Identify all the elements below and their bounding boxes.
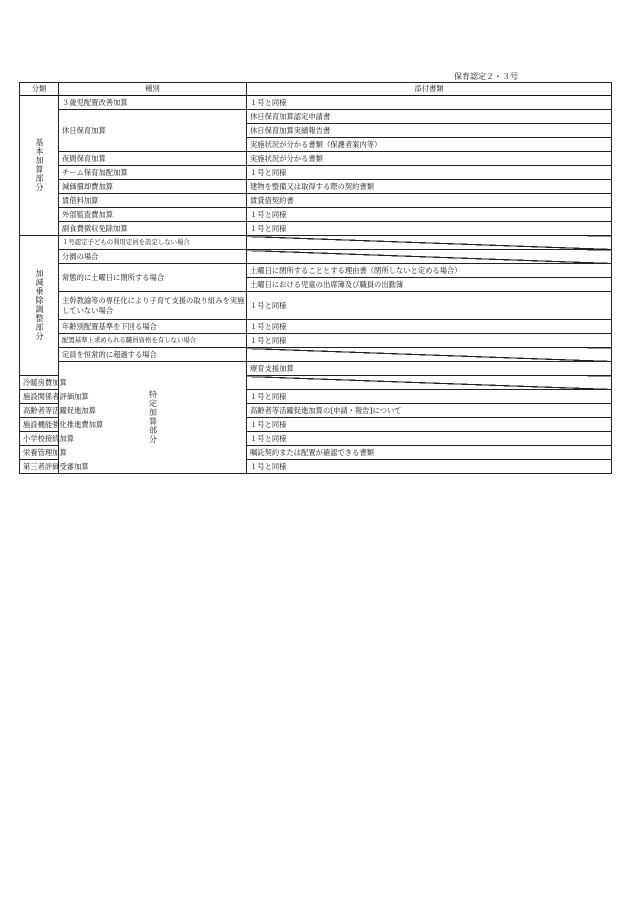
table-row (20, 292, 612, 320)
docs-cell: 賃貸借契約書 (247, 194, 612, 208)
type-cell: 定員を恒常的に超過する場合 (59, 348, 247, 362)
docs-cell: 休日保育加算認定申請書 (247, 110, 612, 124)
type-cell: 主幹教諭等の専任化により子育て支援の取り組みを実施していない場合 (59, 292, 247, 320)
docs-cell: １号と同様 (247, 166, 612, 180)
table-row (20, 236, 612, 250)
type-cell: 配置基準上求められる職員資格を有しない場合 (59, 334, 247, 348)
type-cell: チーム保育加配加算 (59, 166, 247, 180)
docs-cell: １号と同様 (247, 418, 612, 432)
docs-cell-empty (247, 348, 612, 362)
header-row (20, 83, 612, 96)
header-docs: 添付書類 (247, 83, 612, 96)
table-row (20, 222, 612, 236)
docs-cell: 土曜日における児童の出席簿及び職員の出勤簿 (247, 278, 612, 292)
docs-cell: 高齢者等活躍促進加算の[申請・報告]について (247, 404, 612, 418)
docs-cell-empty (247, 376, 612, 390)
docs-cell-empty (247, 250, 612, 264)
docs-cell: １号と同様 (247, 292, 612, 320)
docs-cell: １号と同様 (247, 390, 612, 404)
type-cell: 年齢別配置基準を下回る場合 (59, 320, 247, 334)
docs-cell: 土曜日に閉所することとする理由書（閉所しないと定める場合） (247, 264, 612, 278)
docs-cell: １号と同様 (247, 96, 612, 110)
header-category: 分類 (20, 83, 59, 96)
table-row (20, 334, 612, 348)
type-cell: ３歳児配置改善加算 (59, 96, 247, 110)
table-row (20, 348, 612, 362)
docs-cell: 休日保育加算実績報告書 (247, 124, 612, 138)
type-cell: 施設機能強化推進費加算 (20, 418, 59, 432)
type-cell: 分園の場合 (59, 250, 247, 264)
type-cell: 療育支援加算 (247, 362, 612, 376)
type-cell: １号認定子どもの利用定員を設定しない場合 (59, 236, 247, 250)
table-row (20, 320, 612, 334)
docs-cell: 実施状況が分かる書類 (247, 152, 612, 166)
table-row (20, 208, 612, 222)
document-reference: 保育認定２・３号 (454, 72, 518, 81)
docs-cell: 嘱託契約または配置が確認できる書類 (247, 446, 612, 460)
docs-cell: １号と同様 (247, 460, 612, 474)
type-cell: 常態的に土曜日に閉所する場合 (59, 264, 247, 292)
docs-cell: １号と同様 (247, 320, 612, 334)
docs-cell: １号と同様 (247, 432, 612, 446)
type-cell: 冷暖房費加算 (20, 376, 59, 390)
table-row (20, 152, 612, 166)
attachment-table (19, 82, 612, 474)
table-row (20, 166, 612, 180)
table-row (20, 96, 612, 110)
type-cell: 高齢者等活躍促進加算 (20, 404, 59, 418)
table-row (20, 194, 612, 208)
table-row (20, 180, 612, 194)
docs-cell: １号と同様 (247, 334, 612, 348)
docs-cell: １号と同様 (247, 208, 612, 222)
category-special: 特定加算部分 (59, 362, 247, 474)
type-cell: 休日保育加算 (59, 110, 247, 152)
type-cell: 副食費徴収免除加算 (59, 222, 247, 236)
table-row (20, 264, 612, 278)
type-cell: 減価償却費加算 (59, 180, 247, 194)
table-row (20, 250, 612, 264)
docs-cell: 建物を整備又は取得する際の契約書類 (247, 180, 612, 194)
docs-cell-empty (247, 236, 612, 250)
type-cell: 外部監査費加算 (59, 208, 247, 222)
type-cell: 第三者評価受審加算 (20, 460, 59, 474)
table-row (20, 362, 612, 376)
type-cell: 小学校接続加算 (20, 432, 59, 446)
type-cell: 賃借料加算 (59, 194, 247, 208)
type-cell: 栄養管理加算 (20, 446, 59, 460)
type-cell: 施設関係者評価加算 (20, 390, 59, 404)
header-type: 種別 (59, 83, 247, 96)
category-adjust: 加減乗除調整部分 (20, 236, 59, 376)
category-basic: 基本加算部分 (20, 96, 59, 236)
table-row (20, 110, 612, 124)
docs-cell: 実施状況が分かる書類（保護者案内等） (247, 138, 612, 152)
type-cell: 夜間保育加算 (59, 152, 247, 166)
docs-cell: １号と同様 (247, 222, 612, 236)
